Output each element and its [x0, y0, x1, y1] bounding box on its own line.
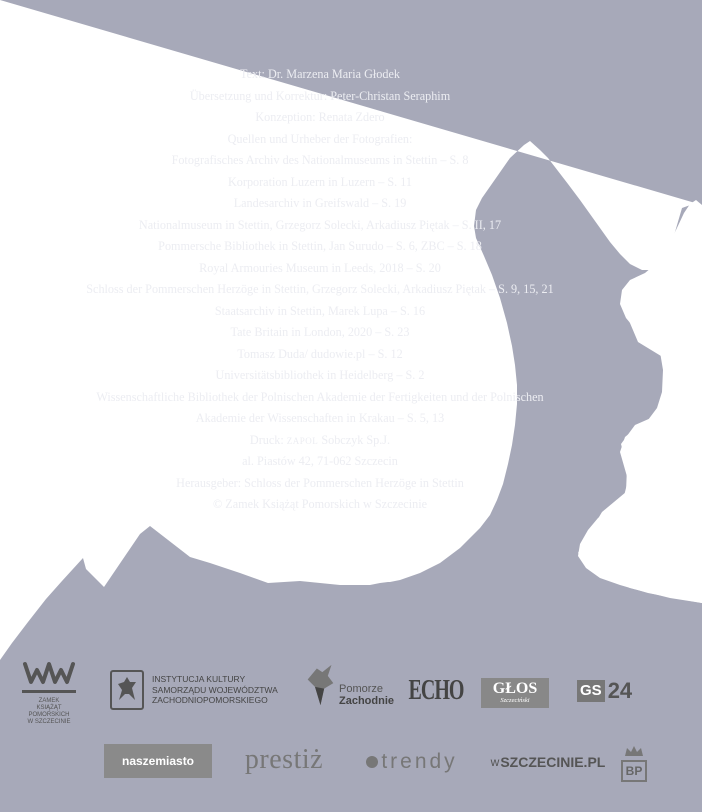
pomorze-logo	[304, 655, 394, 715]
print-rest: Sobczyk Sp.J.	[321, 432, 391, 447]
pomorze-mark-icon	[304, 659, 337, 711]
bp-logo	[620, 740, 648, 786]
prestiz-logo	[232, 743, 336, 777]
zamek-caption: ZAMEK KSIĄŻĄT POMORSKICH W SZCZECINIE	[27, 698, 71, 725]
institution-line: ZACHODNIOPOMORSKIEGO	[152, 695, 268, 706]
prestiz-text: prestiż	[244, 744, 324, 775]
source-line: Universitätsbibliothek in Heidelberg – S. 2	[215, 368, 425, 382]
pomorze-top: Pomorze	[338, 683, 384, 695]
source-line: Tomasz Duda/ dudowie.pl – S. 12	[237, 346, 403, 361]
pomorze-bottom: Zachodnie	[338, 695, 394, 707]
naszemiasto-text: naszemiasto	[121, 754, 195, 768]
wszczecinie-main: SZCZECINIE.PL	[500, 754, 606, 770]
source-line: Tate Britain in London, 2020 – S. 23	[230, 325, 410, 339]
source-line: Korporation Luzern in Luzern – S. 11	[227, 174, 412, 189]
glos-bottom: Szczeciński	[500, 697, 530, 704]
source-line: Pommersche Bibliothek in Stettin, Jan Surudo – S. 6, ZBC – S. 18	[158, 239, 482, 253]
source-line: Wissenschaftliche Bibliothek der Polnischen Akademie der Fertigkeiten und der Polnischen	[96, 389, 544, 404]
wszczecinie-logo	[490, 750, 606, 774]
trendy-logo	[356, 748, 468, 776]
glos-top: GŁOS	[492, 680, 538, 697]
gs-box: GS	[577, 680, 605, 702]
institution-line: SAMORZĄDU WOJEWÓDZTWA	[152, 684, 278, 695]
credit-address: al. Piastów 42, 71-062 Szczecin	[242, 454, 398, 468]
credit-copyright: © Zamek Książąt Pomorskich w Szczecinie	[212, 497, 427, 511]
zamek-logo	[18, 660, 80, 740]
pomorze-text	[339, 683, 394, 707]
source-line: Schloss der Pommerschen Herzöge in Stettin, Grzegorz Solecki, Arkadiusz Piętak – S. 9, 15, 21	[86, 282, 554, 296]
source-line: Staatsarchiv in Stettin, Marek Lupa – S. 16	[214, 303, 426, 318]
credit-print	[60, 430, 580, 452]
print-label: Druck:	[249, 432, 284, 447]
zamek-underline	[22, 690, 76, 693]
zamek-mark-icon	[22, 660, 76, 686]
institution-line: INSTYTUCJA KULTURY	[152, 674, 246, 685]
trendy-text: trendy	[381, 750, 458, 773]
griffin-icon	[110, 670, 144, 710]
institution-text	[152, 674, 278, 706]
source-line: Royal Armouries Museum in Leeds, 2018 – S. 20	[199, 260, 441, 275]
credit-translation: Übersetzung und Korrektur: Peter-Christan Seraphim	[189, 88, 451, 103]
print-brand: zapol	[286, 432, 319, 447]
gs-number: 24	[607, 678, 633, 703]
source-line: Nationalmuseum in Stettin, Grzegorz Solecki, Arkadiusz Piętak – S. II, 17	[138, 217, 502, 232]
credit-text: Text: Dr. Marzena Maria Głodek	[240, 67, 400, 81]
credits-block	[60, 64, 580, 516]
echo-logo	[408, 674, 464, 706]
naszemiasto-logo	[104, 744, 212, 778]
echo-text: ECHO	[408, 674, 464, 706]
credit-concept: Konzeption: Renata Zdero	[255, 110, 385, 124]
gs24-logo	[577, 676, 655, 706]
credit-publisher: Herausgeber: Schloss der Pommerschen Herzöge in Stettin	[176, 475, 464, 490]
bp-crest-icon	[623, 744, 645, 758]
source-line: Akademie der Wissenschaften in Krakau – S. 5, 13	[195, 411, 445, 425]
glos-logo	[481, 678, 549, 708]
trendy-dot-icon	[366, 756, 378, 768]
source-line: Fotografisches Archiv des Nationalmuseums in Stettin – S. 8	[171, 153, 469, 167]
institution-logo	[110, 668, 285, 712]
source-line: Landesarchiv in Greifswald – S. 19	[233, 196, 407, 210]
sources-heading: Quellen und Urheber der Fotografien:	[227, 131, 413, 146]
wszczecinie-w: w	[490, 755, 500, 769]
bp-text: BP	[621, 760, 648, 782]
